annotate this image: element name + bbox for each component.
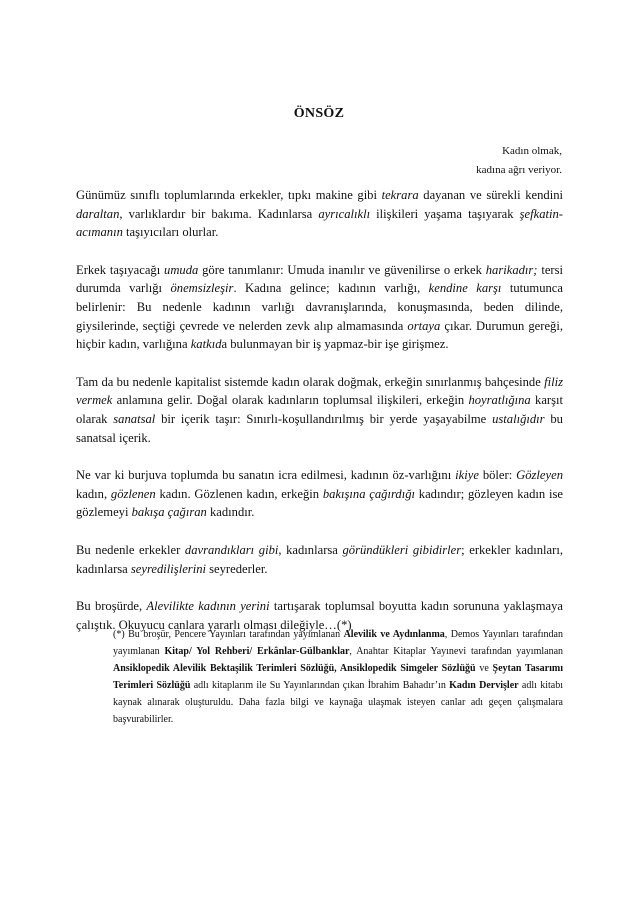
text-run: tersi durumda varlığı [76, 262, 563, 296]
italic-run: ortaya [407, 318, 441, 333]
italic-run: katkıd [190, 337, 222, 352]
paragraph-4 [76, 466, 563, 522]
footnote [113, 626, 563, 728]
text-run: varlıklardır bir bakıma. Kadınlarsa [122, 206, 319, 221]
text-run: ve [475, 663, 493, 674]
italic-run: seyredilişlerini [130, 561, 206, 576]
text-run: kadın, [76, 486, 111, 501]
text-run: kadındır. [206, 505, 255, 520]
text-run: tartışarak toplumsal boyutta kadın sorununa yaklaşmaya çalıştık. Okuyucu canlara yararlı olması dileğiyle…(*) [76, 599, 563, 632]
text-run: taşıyıcıları olurlar. [122, 225, 219, 240]
bold-run: Kadın Dervişler [449, 680, 519, 691]
italic-run: ikiye [455, 468, 479, 483]
text-run: a bulunmayan bir iş yapmaz-bir işe girişmez. [221, 337, 449, 352]
text-run: , Anahtar Kitaplar Yayınevi tarafından yayımlanan [349, 646, 564, 657]
text-run: adlı kitaplarım ile Su Yayınlarından çıkan İbrahim Bahadır’ın [190, 680, 450, 691]
text-run: bir içerik taşır: Sınırlı-koşullandırılmış bir yerde yaşayabilme [155, 411, 493, 426]
bold-run: Alevilik ve Aydınlanma [343, 629, 445, 640]
text-run: dayanan ve sürekli kendini [418, 188, 563, 202]
text-run: çıkar. Durumun gereği, hiçbir kadın, varlığına [76, 318, 563, 352]
body-text [76, 186, 563, 653]
bold-run: Ansiklopedik Alevilik Bektaşilik Terimleri Sözlüğü, Ansiklopedik Simgeler Sözlüğü [113, 663, 476, 674]
text-run: Erkek taşıyacağı [76, 262, 165, 277]
text-run: adlı kitabı kaynak alınarak oluşturuldu. Daha fazla bilgi ve kaynağa ulaşmak isteyen canlar adı geçen çalışmalara başvurabilirler. [113, 680, 563, 725]
text-run: kadın. Gözlenen kadın, erkeğin [155, 486, 323, 501]
text-run: Günümüz sınıflı toplumlarında erkekler, tıpkı makine gibi [76, 188, 382, 202]
italic-run: bakışa çağıran [131, 505, 207, 520]
text-run: Tam da bu nedenle kapitalist sistemde kadın olarak doğmak, erkeğin sınırlanmış bahçesinde [76, 374, 545, 389]
text-run: Bu broşürde, [76, 599, 147, 614]
epigraph-line: kadına ağrı veriyor. [476, 164, 562, 176]
text-run: bu sanatsal içerik. [76, 411, 563, 445]
italic-run: ayrıcalıklı [318, 206, 371, 221]
bold-run: Şeytan Tasarımı Terimleri Sözlüğü [113, 663, 563, 691]
italic-run: tekrara [381, 188, 419, 202]
italic-run: davrandıkları gibi [184, 542, 279, 557]
bold-run: Kitap/ Yol Rehberi/ Erkânlar-Gülbanklar [164, 646, 350, 657]
page-title: ÖNSÖZ [293, 106, 345, 121]
text-run: kadındır; gözleyen kadın ise gözlemeyi [76, 486, 563, 520]
text-run: ; erkekler kadınları, kadınlarsa [76, 542, 563, 576]
italic-run: hoyratlığına [468, 393, 531, 408]
text-run: anlamına gelir. Doğal olarak kadınların toplumsal ilişkileri, erkeğin [112, 393, 469, 408]
text-run: böler: [478, 468, 517, 483]
text-run: . Kadına gelince; kadının varlığı, [233, 281, 429, 296]
italic-run: daraltan, [76, 206, 123, 221]
text-run: tutumunca belirlenir: Bu nedenle kadının varlığı davranışlarında, konuşmasında, beden dilinde, giysilerinde, seçtiği çevrede ve nelerden zevk alıp almamasında [76, 281, 563, 333]
text-run: Ne var ki burjuva toplumda bu sanatın icra edilmesi, kadının öz-varlığını [76, 468, 456, 483]
epigraph [476, 142, 562, 180]
italic-run: ustalığıdır [492, 411, 545, 426]
italic-run: Alevilikte kadının yerini [146, 599, 270, 614]
text-run: , kadınlarsa [278, 542, 343, 557]
text-run: karşıt olarak [76, 393, 563, 426]
paragraph-1 [76, 186, 563, 242]
text-run: (*) Bu broşür, Pencere Yayınları tarafından yayımlanan [113, 629, 344, 640]
italic-run: şefkatin-acımanın [76, 206, 563, 240]
text-run: Bu nedenle erkekler [76, 542, 185, 557]
epigraph-line: Kadın olmak, [502, 145, 562, 157]
paragraph-3 [76, 373, 563, 447]
paragraph-2 [76, 261, 563, 354]
italic-run: sanatsal [113, 411, 156, 426]
text-run: seyrederler. [206, 561, 268, 576]
italic-run: Gözleyen [516, 468, 563, 483]
italic-run: gözlenen [110, 486, 156, 501]
italic-run: kendine karşı [428, 281, 502, 296]
paragraph-5 [76, 541, 563, 578]
italic-run: filiz vermek [76, 374, 563, 408]
italic-run: önemsizleşir [170, 281, 234, 296]
italic-run: umuda [164, 262, 199, 277]
text-run: göre tanımlanır: Umuda inanılır ve güvenilirse o erkek [198, 262, 486, 277]
italic-run: bakışına çağırdığı [322, 486, 415, 501]
italic-run: harikadır; [485, 262, 538, 277]
text-run: , Demos Yayınları tarafından yayımlanan [113, 629, 563, 657]
text-run: ilişkileri yaşama taşıyarak [370, 206, 520, 221]
italic-run: göründükleri gibidirler [342, 542, 462, 557]
